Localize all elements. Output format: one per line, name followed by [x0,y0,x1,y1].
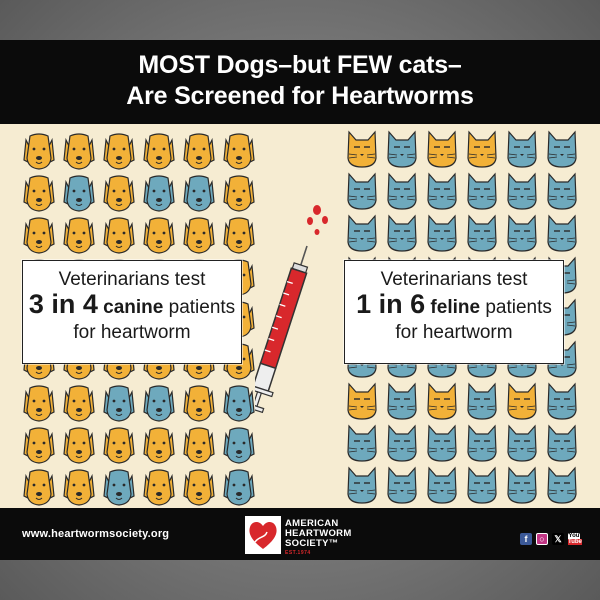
cat-icon [428,468,456,503]
dog-icon [144,218,174,253]
dog-icon [144,470,174,505]
cat-icon [428,174,456,209]
youtube-icon[interactable]: You Tube [568,533,582,545]
cats-suffix: patients [485,297,552,318]
dog-icon [104,218,134,253]
cat-icon [508,426,536,461]
dog-icon [184,218,214,253]
dog-icon [104,134,134,169]
dogs-suffix: patients [168,297,236,318]
cats-stat: 1 in 6 [356,289,426,319]
cat-icon [468,132,496,167]
dog-icon [184,386,214,421]
blood-drops [307,205,328,235]
cats-callout-line-1: Veterinarians test [380,269,528,290]
dog-icon [64,218,94,253]
cats-species: feline [430,297,481,318]
dog-icon [24,470,54,505]
dogs-callout-line-1: Veterinarians test [58,269,206,290]
dog-icon [64,176,94,211]
heartworm-society-logo[interactable] [245,516,375,554]
dog-icon [224,470,254,505]
cat-icon [508,384,536,419]
dogs-species: canine [103,297,164,318]
cat-icon [428,132,456,167]
cat-icon [508,216,536,251]
dog-icon [64,470,94,505]
cats-callout-stat-line [345,291,563,321]
cat-icon [548,384,576,419]
cat-icon [348,132,376,167]
illustration-panel [0,124,600,508]
dog-icon [24,134,54,169]
cat-icon [428,384,456,419]
dog-icon [24,176,54,211]
cat-icon [428,426,456,461]
dog-icon [224,134,254,169]
dog-icon [184,470,214,505]
x-icon[interactable]: 𝕏 [552,533,564,545]
footer [0,508,600,560]
cat-icon [388,216,416,251]
dog-icon [104,428,134,463]
cat-icon [508,468,536,503]
dog-icon [64,428,94,463]
dog-icon [104,176,134,211]
dog-icon [64,386,94,421]
cat-icon [508,174,536,209]
cat-icon [388,174,416,209]
dog-icon [104,386,134,421]
cat-icon [348,384,376,419]
dog-icon [144,134,174,169]
cat-icon [468,174,496,209]
cat-icon [468,384,496,419]
cat-icon [548,132,576,167]
title-bar [0,40,600,124]
dog-icon [224,176,254,211]
cat-icon [428,216,456,251]
cat-icon [388,426,416,461]
dog-icon [144,386,174,421]
dog-icon [144,176,174,211]
logo-line-3: SOCIETY™ [285,538,339,549]
cat-icon [388,132,416,167]
title-line-2: Are Screened for Heartworms [126,82,474,110]
cat-icon [348,174,376,209]
dog-icon [224,218,254,253]
dog-icon [64,134,94,169]
cat-icon [348,468,376,503]
logo-line-2: HEARTWORM [285,528,352,539]
cat-icon [348,216,376,251]
website-link[interactable]: www.heartwormsociety.org [22,528,170,540]
cat-icon [468,468,496,503]
dog-icon [184,134,214,169]
cat-icon [388,468,416,503]
dogs-callout-line-3: for heartworm [73,322,191,343]
instagram-icon[interactable]: ○ [536,533,548,545]
syringe-illustration [255,194,345,424]
title-line-1: MOST Dogs–but FEW cats– [138,51,462,79]
dog-icon [224,386,254,421]
logo-line-1: AMERICAN [285,518,339,529]
cat-icon [548,216,576,251]
facebook-icon[interactable]: f [520,533,532,545]
cat-icon [548,174,576,209]
cat-icon [508,132,536,167]
cats-callout-line-3: for heartworm [395,322,513,343]
dog-icon [24,428,54,463]
cat-icon [548,468,576,503]
dogs-stat: 3 in 4 [28,289,98,319]
cat-icon [468,216,496,251]
dogs-callout-stat-line [23,291,241,321]
logo-established: EST.1974 [285,550,311,556]
logo-text [285,519,352,549]
dog-icon [184,176,214,211]
dog-icon [144,428,174,463]
cat-icon [388,384,416,419]
dog-icon [224,428,254,463]
heart-logo-icon [245,516,281,554]
dog-icon [184,428,214,463]
dog-icon [24,218,54,253]
cat-icon [548,426,576,461]
cats-callout [344,260,564,364]
cat-icon [348,426,376,461]
dog-icon [104,470,134,505]
dogs-callout [22,260,242,364]
dog-icon [24,386,54,421]
cat-icon [468,426,496,461]
